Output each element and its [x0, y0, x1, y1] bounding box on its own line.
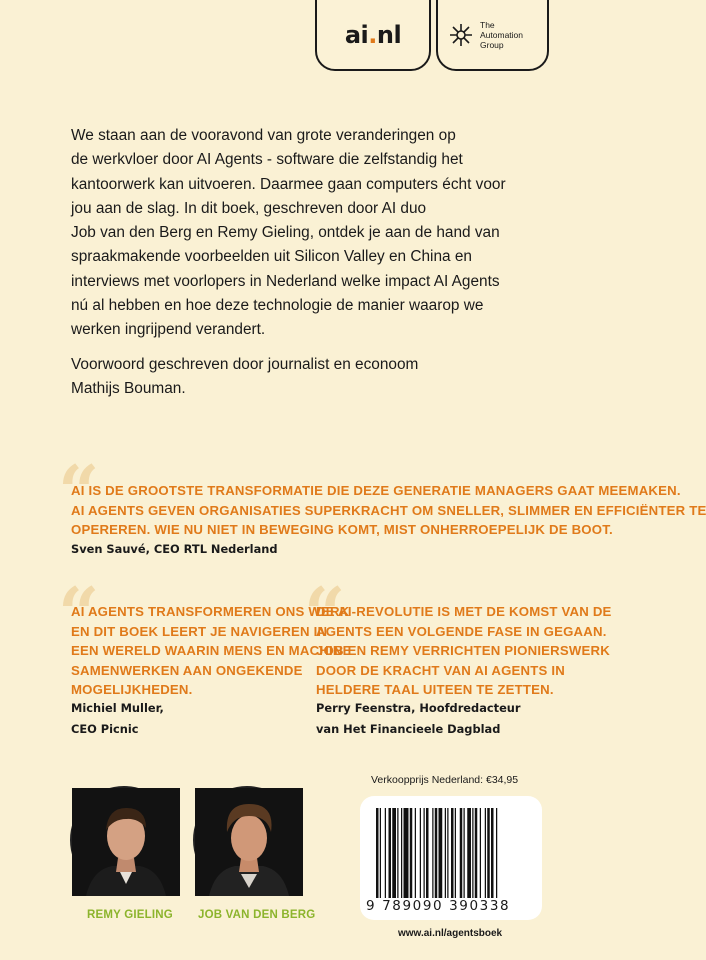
barcode-bar [424, 808, 425, 898]
automation-group-wordmark [480, 20, 523, 50]
quote-line: EN DIT BOEK LEERT JE NAVIGEREN IN [71, 623, 328, 639]
barcode-bar [451, 808, 454, 898]
barcode-bar [455, 808, 456, 898]
website-url: www.ai.nl/agentsboek [398, 928, 503, 939]
foreword-line: Voorwoord geschreven door journalist en econoom [71, 356, 419, 373]
barcode-bar [487, 808, 490, 898]
barcode-bar [397, 808, 398, 898]
blurb-line: nú al hebben en hoe deze technologie de manier waarop we [71, 297, 484, 315]
barcode-bar [380, 808, 381, 898]
quote-line: AI IS DE GROOTSTE TRANSFORMATIE DIE DEZE GENERATIE MANAGERS GAAT MEEMAKEN. [71, 483, 681, 498]
barcode-bar [404, 808, 409, 898]
barcode-bar [401, 808, 402, 898]
blurb-line: kantoorwerk kan uitvoeren. Daarmee gaan computers écht voor [71, 175, 506, 193]
portrait-job-image [195, 788, 303, 896]
isbn-barcode [374, 808, 530, 904]
attribution-line: Michiel Muller, [71, 701, 164, 715]
automation-group-icon [448, 22, 474, 48]
ainl-logo-nl: nl [376, 20, 402, 49]
quote-line: OPEREREN. WIE NU NIET IN BEWEGING KOMT, MIST ONHERROEPELIJK DE BOOT. [71, 522, 613, 537]
retail-price: Verkoopprijs Nederland: €34,95 [371, 774, 519, 786]
barcode-bar [385, 808, 386, 898]
barcode-bar [460, 808, 463, 898]
blurb-line: spraakmakende voorbeelden uit Silicon Valley en China en [71, 248, 472, 266]
barcode-bar [432, 808, 433, 898]
barcode-bar [467, 808, 471, 898]
ainl-logo-dot: . [368, 20, 377, 49]
barcode-bar [376, 808, 379, 898]
automation-line-2: Automation [480, 29, 523, 40]
quote-feenstra [316, 602, 612, 700]
barcode-bar [415, 808, 416, 898]
portrait-remy-image [72, 788, 180, 896]
attribution-line: Sven Sauvé, CEO RTL Nederland [71, 542, 278, 556]
quote-line: AI AGENTS GEVEN ORGANISATIES SUPERKRACHT OM SNELLER, SLIMMER EN EFFICIËNTER TE [71, 502, 706, 518]
quote-line: HELDERE TAAL UITEEN TE ZETTEN. [316, 682, 554, 697]
quote-attribution [316, 698, 521, 740]
quote-line: MOGELIJKHEDEN. [71, 682, 193, 697]
quote-line: EEN WERELD WAARIN MENS EN MACHINE [71, 643, 352, 658]
blurb-line: We staan aan de vooravond van grote veranderingen op [71, 127, 456, 144]
barcode-bar [491, 808, 494, 898]
quote-sauve [71, 481, 706, 540]
automation-line-3: Group [480, 39, 504, 50]
automation-group-logo [436, 0, 549, 71]
barcode-panel [360, 796, 542, 920]
attribution-line: van Het Financieele Dagblad [316, 722, 501, 736]
avatar-remy-gieling [70, 786, 178, 894]
barcode-bar [435, 808, 438, 898]
foreword-line: Mathijs Bouman. [71, 380, 186, 398]
quote-line: AGENTS EEN VOLGENDE FASE IN GEGAAN. [316, 623, 607, 639]
quote-attribution [71, 539, 278, 560]
quote-line: DOOR DE KRACHT VAN AI AGENTS IN [316, 662, 565, 678]
barcode-bar [445, 808, 446, 898]
barcode-bar [389, 808, 392, 898]
quote-line: SAMENWERKEN AAN ONGEKENDE [71, 662, 303, 678]
blurb-line: Job van den Berg en Remy Gieling, ontdek je aan de hand van [71, 224, 500, 242]
attribution-line: Perry Feenstra, Hoofdredacteur [316, 701, 521, 715]
barcode-bar [447, 808, 448, 898]
foreword-note [71, 353, 418, 402]
barcode-bar [410, 808, 413, 898]
barcode-bar [464, 808, 465, 898]
barcode-bar [472, 808, 473, 898]
quote-mark-icon: “ [304, 571, 346, 656]
blurb-line: interviews met voorlopers in Nederland welke impact AI Agents [71, 272, 500, 290]
blurb-line: de werkvloer door AI Agents - software die zelfstandig het [71, 151, 463, 169]
ainl-logo-ai: ai [344, 20, 369, 49]
quote-line: DE AI-REVOLUTIE IS MET DE KOMST VAN DE [316, 604, 612, 619]
quote-line: AI AGENTS TRANSFORMEREN ONS WERK [71, 604, 350, 619]
quote-line: JOB EN REMY VERRICHTEN PIONIERSWERK [316, 643, 610, 658]
quote-mark-icon: “ [58, 571, 100, 656]
barcode-bar [480, 808, 481, 898]
barcode-bar [475, 808, 478, 898]
isbn-number: 9 789090 390338 [366, 898, 511, 914]
barcode-bar [426, 808, 429, 898]
barcode-bar [496, 808, 497, 898]
automation-line-1: The [480, 19, 495, 30]
blurb-line: jou aan de slag. In dit boek, geschreven door AI duo [71, 199, 427, 217]
barcode-bar [420, 808, 421, 898]
author-name-remy: REMY GIELING [87, 909, 173, 921]
barcode-bar [439, 808, 443, 898]
blurb-line: werken ingrijpend verandert. [71, 321, 266, 339]
barcode-bar [485, 808, 486, 898]
barcode-bar [392, 808, 396, 898]
ainl-logo [315, 0, 431, 71]
author-name-job: JOB VAN DEN BERG [198, 909, 316, 921]
quote-attribution [71, 698, 164, 740]
attribution-line: CEO Picnic [71, 722, 139, 736]
avatar-job-van-den-berg [193, 786, 301, 894]
book-blurb [71, 124, 541, 343]
quote-mark-icon: “ [58, 449, 100, 534]
